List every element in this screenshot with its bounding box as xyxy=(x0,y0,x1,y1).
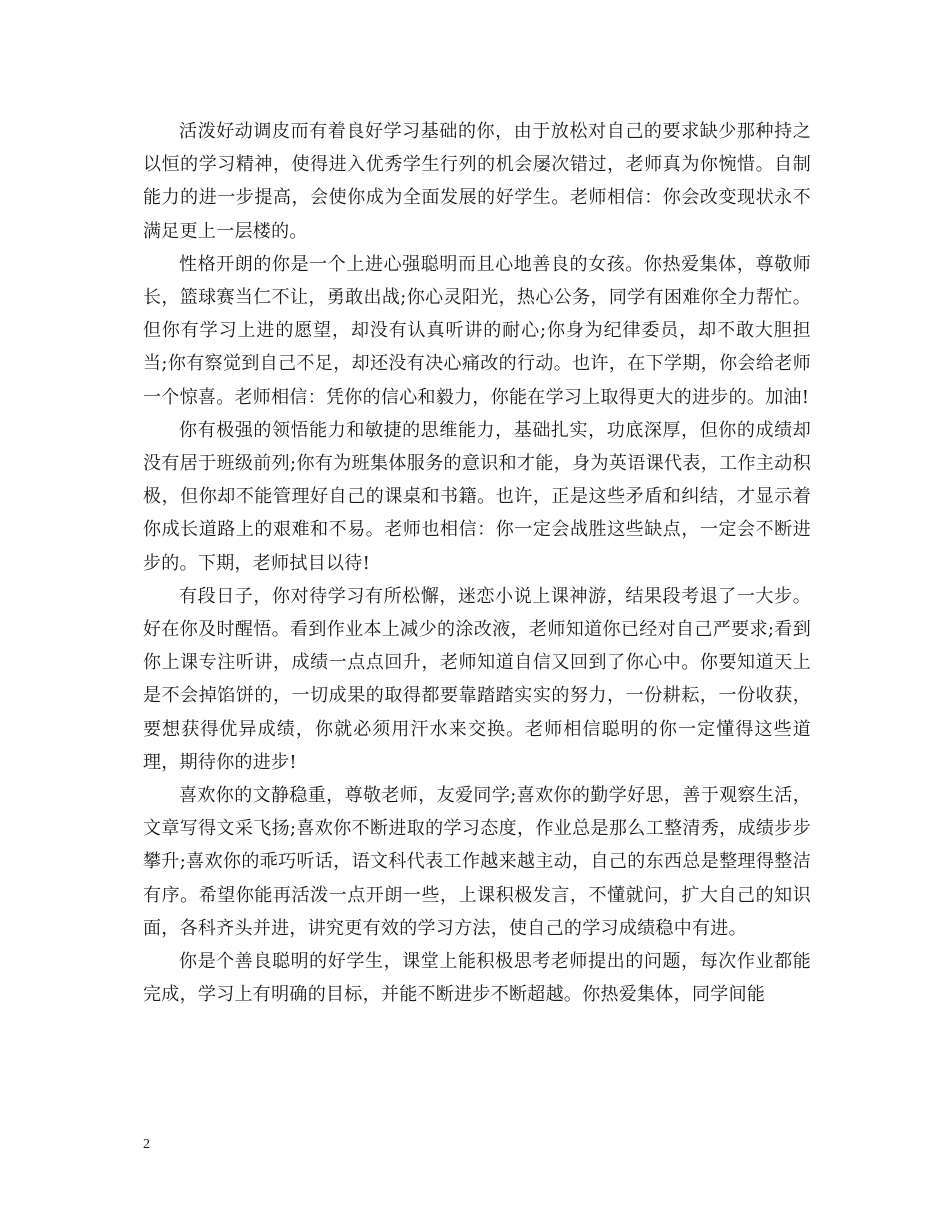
paragraph-6: 你是个善良聪明的好学生，课堂上能积极思考老师提出的问题，每次作业都能完成，学习上有明确的目标，并能不断进步不断超越。你热爱集体，同学间能 xyxy=(143,951,811,1006)
paragraph-4: 有段日子，你对待学习有所松懈，迷恋小说上课神游，结果段考退了一大步。好在你及时醒悟。看到作业本上减少的涂改液，老师知道你已经对自己严要求;看到你上课专注听讲，成绩一点点回升，老师知道自信又回到了你心中。你要知道天上是不会掉馅饼的，一切成果的取得都要靠踏踏实实的努力，一份耕耘，一份收获，要想获得优异成绩，你就必须用汗水来交换。老师相信聪明的你一定懂得这些道理，期待你的进步! xyxy=(143,585,811,773)
paragraph-1: 活泼好动调皮而有着良好学习基础的你，由于放松对自己的要求缺少那种持之以恒的学习精神，使得进入优秀学生行列的机会屡次错过，老师真为你惋惜。自制能力的进一步提高，会使你成为全面发展的好学生。老师相信：你会改变现状永不满足更上一层楼的。 xyxy=(143,121,811,242)
document-body xyxy=(143,115,811,1011)
paragraph-3: 你有极强的领悟能力和敏捷的思维能力，基础扎实，功底深厚，但你的成绩却没有居于班级前列;你有为班集体服务的意识和才能，身为英语课代表，工作主动积极，但你却不能管理好自己的课桌和书籍。也许，正是这些矛盾和纠结，才显示着你成长道路上的艰难和不易。老师也相信：你一定会战胜这些缺点，一定会不断进步的。下期，老师拭目以待! xyxy=(143,419,811,574)
page-number: 2 xyxy=(143,1137,150,1152)
paragraph-2: 性格开朗的你是一个上进心强聪明而且心地善良的女孩。你热爱集体，尊敬师长，篮球赛当仁不让，勇敢出战;你心灵阳光，热心公务，同学有困难你全力帮忙。但你有学习上进的愿望，却没有认真听讲的耐心;你身为纪律委员，却不敢大胆担当;你有察觉到自己不足，却还没有决心痛改的行动。也许，在下学期，你会给老师一个惊喜。老师相信：凭你的信心和毅力，你能在学习上取得更大的进步的。加油! xyxy=(143,253,811,408)
paragraph-5: 喜欢你的文静稳重，尊敬老师，友爱同学;喜欢你的勤学好思，善于观察生活，文章写得文采飞扬;喜欢你不断进取的学习态度，作业总是那么工整清秀，成绩步步攀升;喜欢你的乖巧听话，语文科代表工作越来越主动，自己的东西总是整理得整洁有序。希望你能再活泼一点开朗一些，上课积极发言，不懂就问，扩大自己的知识面，各科齐头并进，讲究更有效的学习方法，使自己的学习成绩稳中有进。 xyxy=(143,785,811,939)
